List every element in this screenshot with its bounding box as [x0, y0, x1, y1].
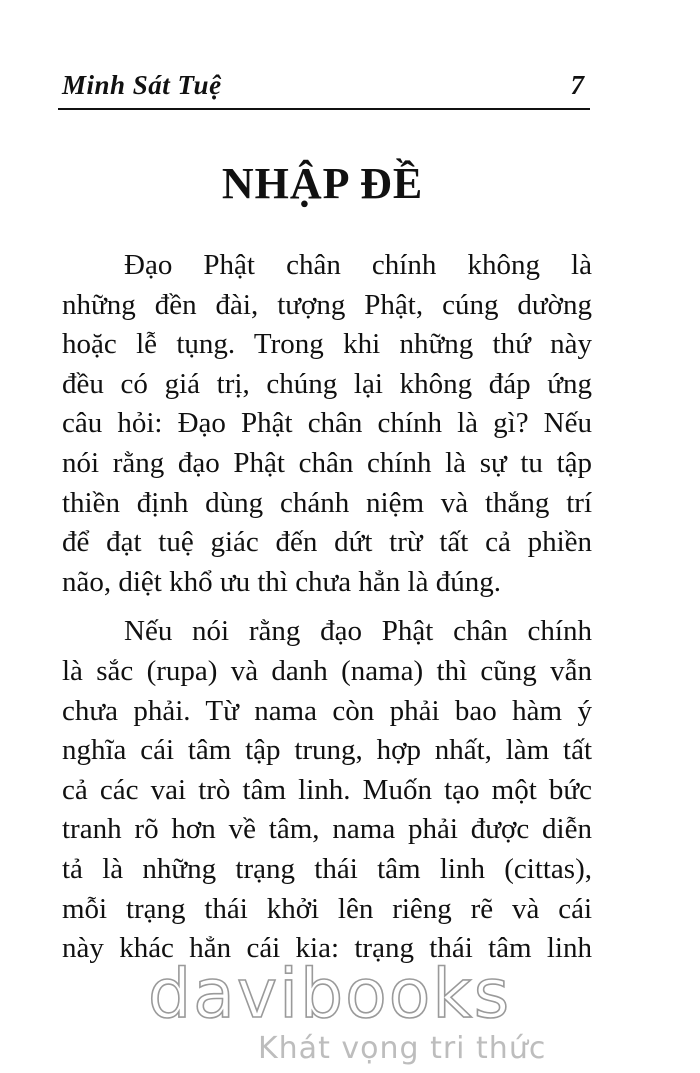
text-line: Nếu nói rằng đạo Phật chân chính [124, 615, 592, 648]
text-line: cả các vai trò tâm linh. Muốn tạo một bức [62, 773, 592, 806]
text-line: đều có giá trị, chúng lại không đáp ứng [62, 367, 592, 400]
body-text [62, 246, 592, 979]
chapter-title: NHẬP ĐỀ [221, 159, 424, 208]
running-header [58, 70, 590, 110]
page-number: 7 [570, 70, 584, 100]
text-line: này khác hẳn cái kia: trạng thái tâm linh [62, 932, 592, 965]
paragraph-2 [62, 612, 592, 968]
text-line: nói rằng đạo Phật chân chính là sự tu tập [62, 446, 592, 479]
text-line: nghĩa cái tâm tập trung, hợp nhất, làm tất [62, 734, 592, 767]
text-line: thiền định dùng chánh niệm và thắng trí [62, 486, 592, 519]
header-rule [58, 108, 590, 110]
watermark-logo: davibooks [148, 955, 512, 1034]
text-line: Đạo Phật chân chính không là [124, 249, 592, 281]
text-line: để đạt tuệ giác đến dứt trừ tất cả phiền [62, 526, 592, 559]
paragraph-1 [62, 246, 592, 602]
text-line: tả là những trạng thái tâm linh (cittas), [62, 852, 592, 885]
text-line: chưa phải. Từ nama còn phải bao hàm ý [62, 694, 592, 727]
running-title: Minh Sát Tuệ [62, 70, 222, 100]
text-line: những đền đài, tượng Phật, cúng dường [62, 288, 592, 321]
text-line: não, diệt khổ ưu thì chưa hẳn là đúng. [62, 565, 501, 598]
text-line: mỗi trạng thái khởi lên riêng rẽ và cái [62, 892, 592, 925]
text-line: tranh rõ hơn về tâm, nama phải được diễn [62, 813, 592, 846]
text-line: là sắc (rupa) và danh (nama) thì cũng vẫn [62, 654, 592, 687]
text-line: câu hỏi: Đạo Phật chân chính là gì? Nếu [62, 407, 592, 440]
text-line: hoặc lễ tụng. Trong khi những thứ này [62, 328, 592, 361]
watermark-tagline: Khát vọng tri thức [258, 1031, 547, 1066]
